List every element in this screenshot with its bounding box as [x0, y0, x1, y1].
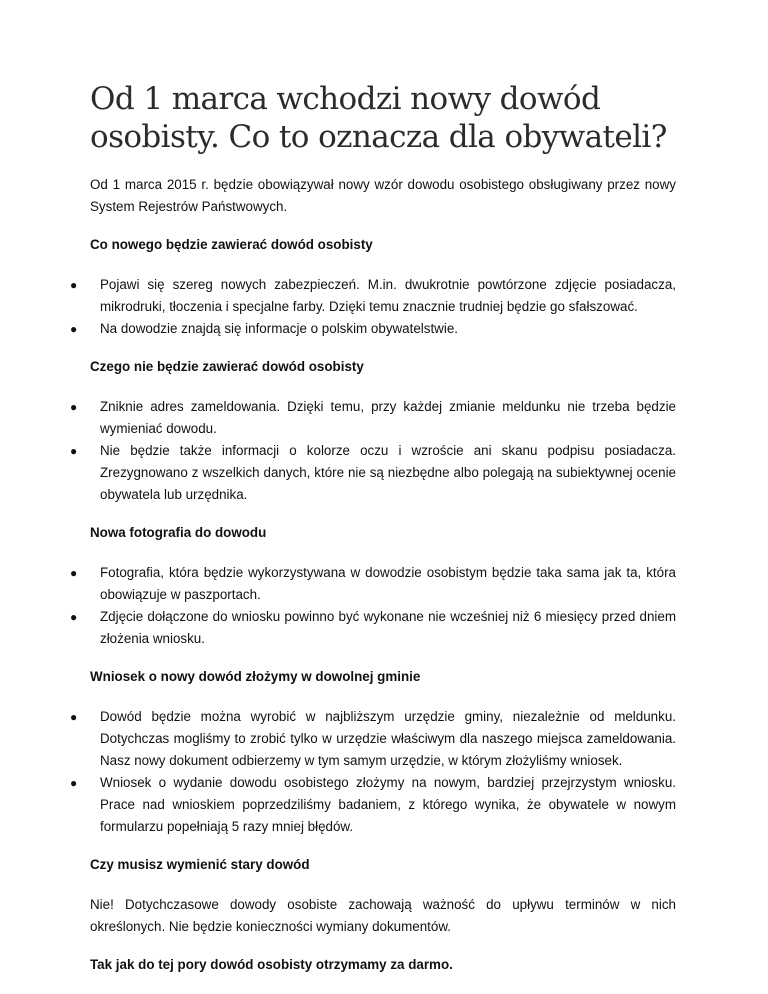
list-item	[70, 318, 676, 340]
document-page	[70, 80, 676, 976]
list-item-text: Zdjęcie dołączone do wniosku powinno być wykonane nie wcześniej niż 6 miesięcy przed dniem złożenia wniosku.	[100, 609, 676, 646]
section-heading: Nowa fotografia do dowodu	[90, 525, 267, 540]
section-heading: Czego nie będzie zawierać dowód osobisty	[90, 359, 364, 374]
intro-paragraph: Od 1 marca 2015 r. będzie obowiązywał nowy wzór dowodu osobistego obsługiwany przez nowy System Rejestrów Państwowych.	[90, 177, 676, 214]
list-item-text: Fotografia, która będzie wykorzystywana w dowodzie osobistym będzie taka sama jak ta, która obowiązuje w paszportach.	[100, 565, 676, 602]
bullet-icon: ●	[70, 278, 78, 292]
section-heading: Wniosek o nowy dowód złożymy w dowolnej gminie	[90, 669, 421, 684]
list-item	[70, 396, 676, 440]
list-item-text: Pojawi się szereg nowych zabezpieczeń. M.in. dwukrotnie powtórzone zdjęcie posiadacza, mikrodruki, tłoczenia i specjalne farby. Dzięki temu znacznie trudniej będzie go sfałszować.	[100, 277, 676, 314]
list-item	[70, 274, 676, 318]
bullet-list	[70, 396, 676, 506]
list-item	[70, 606, 676, 650]
list-item-text: Nie będzie także informacji o kolorze oczu i wzroście ani skanu podpisu posiadacza. Zrezygnowano z wszelkich danych, które nie są niezbędne albo polegają na subiektywnej ocenie obywatela lub urzędnika.	[100, 443, 676, 502]
list-item-text: Zniknie adres zameldowania. Dzięki temu, przy każdej zmianie meldunku nie trzeba będzie wymieniać dowodu.	[100, 399, 676, 436]
list-item	[70, 562, 676, 606]
bullet-icon: ●	[70, 566, 78, 580]
list-item	[70, 440, 676, 506]
list-item-text: Na dowodzie znajdą się informacje o polskim obywatelstwie.	[100, 321, 458, 336]
closing-paragraph: Nie! Dotychczasowe dowody osobiste zachowają ważność do upływu terminów w nich określonych. Nie będzie konieczności wymiany dokumentów.	[90, 897, 676, 934]
bullet-list	[70, 706, 676, 838]
section-heading: Czy musisz wymienić stary dowód	[90, 857, 310, 872]
bullet-list	[70, 274, 676, 340]
section-heading: Co nowego będzie zawierać dowód osobisty	[90, 237, 373, 252]
bullet-icon: ●	[70, 400, 78, 414]
bullet-icon: ●	[70, 444, 78, 458]
bullet-icon: ●	[70, 610, 78, 624]
bullet-list	[70, 562, 676, 650]
list-item	[70, 706, 676, 772]
list-item-text: Dowód będzie można wyrobić w najbliższym urzędzie gminy, niezależnie od meldunku. Dotychczas mogliśmy to zrobić tylko w urzędzie właściwym dla naszego miejsca zameldowania. Nasz nowy dokument odbierzemy w tym samym urzędzie, w którym złożyliśmy wniosek.	[100, 709, 676, 768]
bullet-icon: ●	[70, 776, 78, 790]
final-statement: Tak jak do tej pory dowód osobisty otrzymamy za darmo.	[90, 957, 453, 972]
list-item-text: Wniosek o wydanie dowodu osobistego złożymy na nowym, bardziej przejrzystym wniosku. Prace nad wnioskiem poprzedziliśmy badaniem, z którego wynika, że obywatele w nowym formularzu popełniają 5 razy mniej błędów.	[100, 775, 676, 834]
bullet-icon: ●	[70, 710, 78, 724]
article-title: Od 1 marca wchodzi nowy dowód osobisty. Co to oznacza dla obywateli?	[90, 81, 667, 155]
list-item	[70, 772, 676, 838]
bullet-icon: ●	[70, 322, 78, 336]
